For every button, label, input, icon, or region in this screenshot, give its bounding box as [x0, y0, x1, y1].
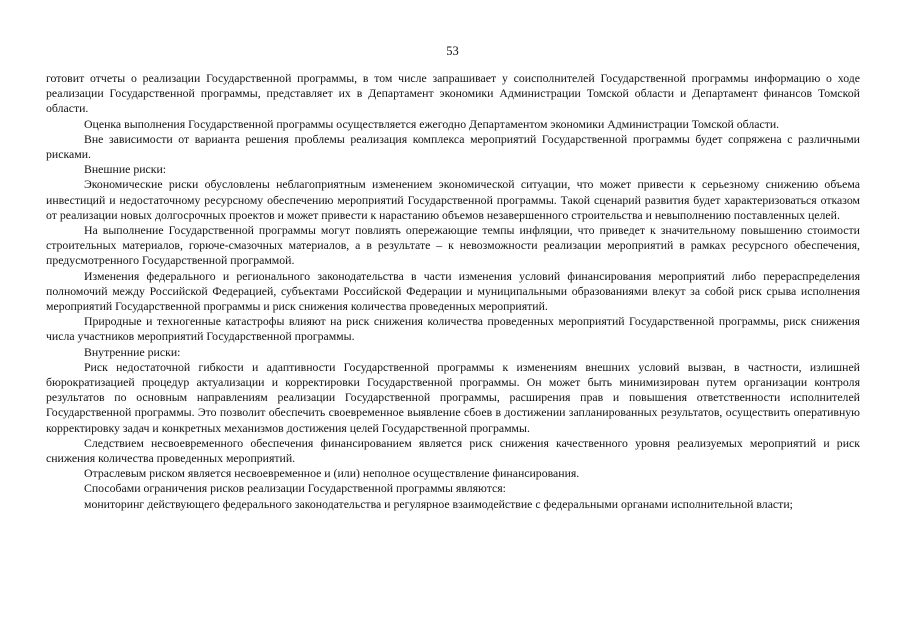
page-number: 53: [446, 44, 459, 58]
paragraph-flexibility-risk: Риск недостаточной гибкости и адаптивности Государственной программы к изменениям внешних условий вызван, в частности, излишней бюрократизацией процедур актуализации и корректировки Государственной программы. Он может быть минимизирован путем организации контроля результатов по основным направлениям реализации Государственной программы, расширения прав и повышения ответственности исполнителей Государственной программы. Это позволит обеспечить своевременное выявление сбоев в достижении запланированных результатов, осуществить оперативную корректировку задач и конкретных механизмов достижения целей Государственной программы.: [46, 359, 860, 435]
paragraph-monitoring: мониторинг действующего федерального законодательства и регулярное взаимодействие с федеральными органами исполнительной власти;: [84, 496, 793, 511]
paragraph-reports: готовит отчеты о реализации Государственной программы, в том числе запрашивает у соисполнителей Государственной программы информацию о ходе реализации Государственной программы, представляет их в Департамент экономики Администрации Томской области и Департамент финансов Томской области.: [46, 71, 860, 116]
paragraph-inflation: На выполнение Государственной программы могут повлиять опережающие темпы инфляции, что приведет к значительному повышению стоимости строительных материалов, горюче-смазочных материалов, а в результате – к невозможности реализации мероприятий в рамках ресурсного обеспечения, предусмотренного Государственной программой.: [46, 223, 860, 268]
paragraph-evaluation: Оценка выполнения Государственной программы осуществляется ежегодно Департаментом экономики Администрации Томской области.: [84, 116, 780, 131]
paragraph-funding-consequence: Следствием несвоевременного обеспечения финансированием является риск снижения качественного уровня реализуемых мероприятий и риск снижения количества проведенных мероприятий.: [46, 435, 860, 466]
paragraph-legislation: Изменения федерального и регионального законодательства в части изменения условий финансирования мероприятий либо перераспределения полномочий между Российской Федерацией, субъектами Российской Федерации и муниципальными образованиями влекут за собой риск срыва исполнения мероприятий Государственной программы и риск снижения количества проведенных мероприятий.: [46, 268, 860, 314]
document-body: [46, 71, 860, 512]
paragraph-disasters: Природные и техногенные катастрофы влияют на риск снижения количества проведенных мероприятий Государственной программы, риск снижения числа участников мероприятий Государственной программы.: [46, 314, 860, 344]
heading-internal-risks: Внутренние риски:: [84, 344, 181, 359]
paragraph-mitigation-methods: Способами ограничения рисков реализации Государственной программы являются:: [84, 481, 506, 496]
paragraph-economic-risks: Экономические риски обусловлены неблагоприятным изменением экономической ситуации, что может привести к серьезному снижению объема инвестиций и недостаточному ресурсному обеспечению мероприятий Государственной программы. Такой сценарий развития будет характеризоваться отказом от реализации новых долгосрочных проектов и может привести к нарастанию объемов незавершенного строительства и невыполнению поставленных целей.: [46, 177, 860, 222]
paragraph-risks-intro: Вне зависимости от варианта решения проблемы реализация комплекса мероприятий Государственной программы будет сопряжена с различными рисками.: [46, 131, 860, 162]
paragraph-industry-risk: Отраслевым риском является несвоевременное и (или) неполное осуществление финансирования.: [84, 466, 580, 481]
heading-external-risks: Внешние риски:: [84, 162, 167, 177]
